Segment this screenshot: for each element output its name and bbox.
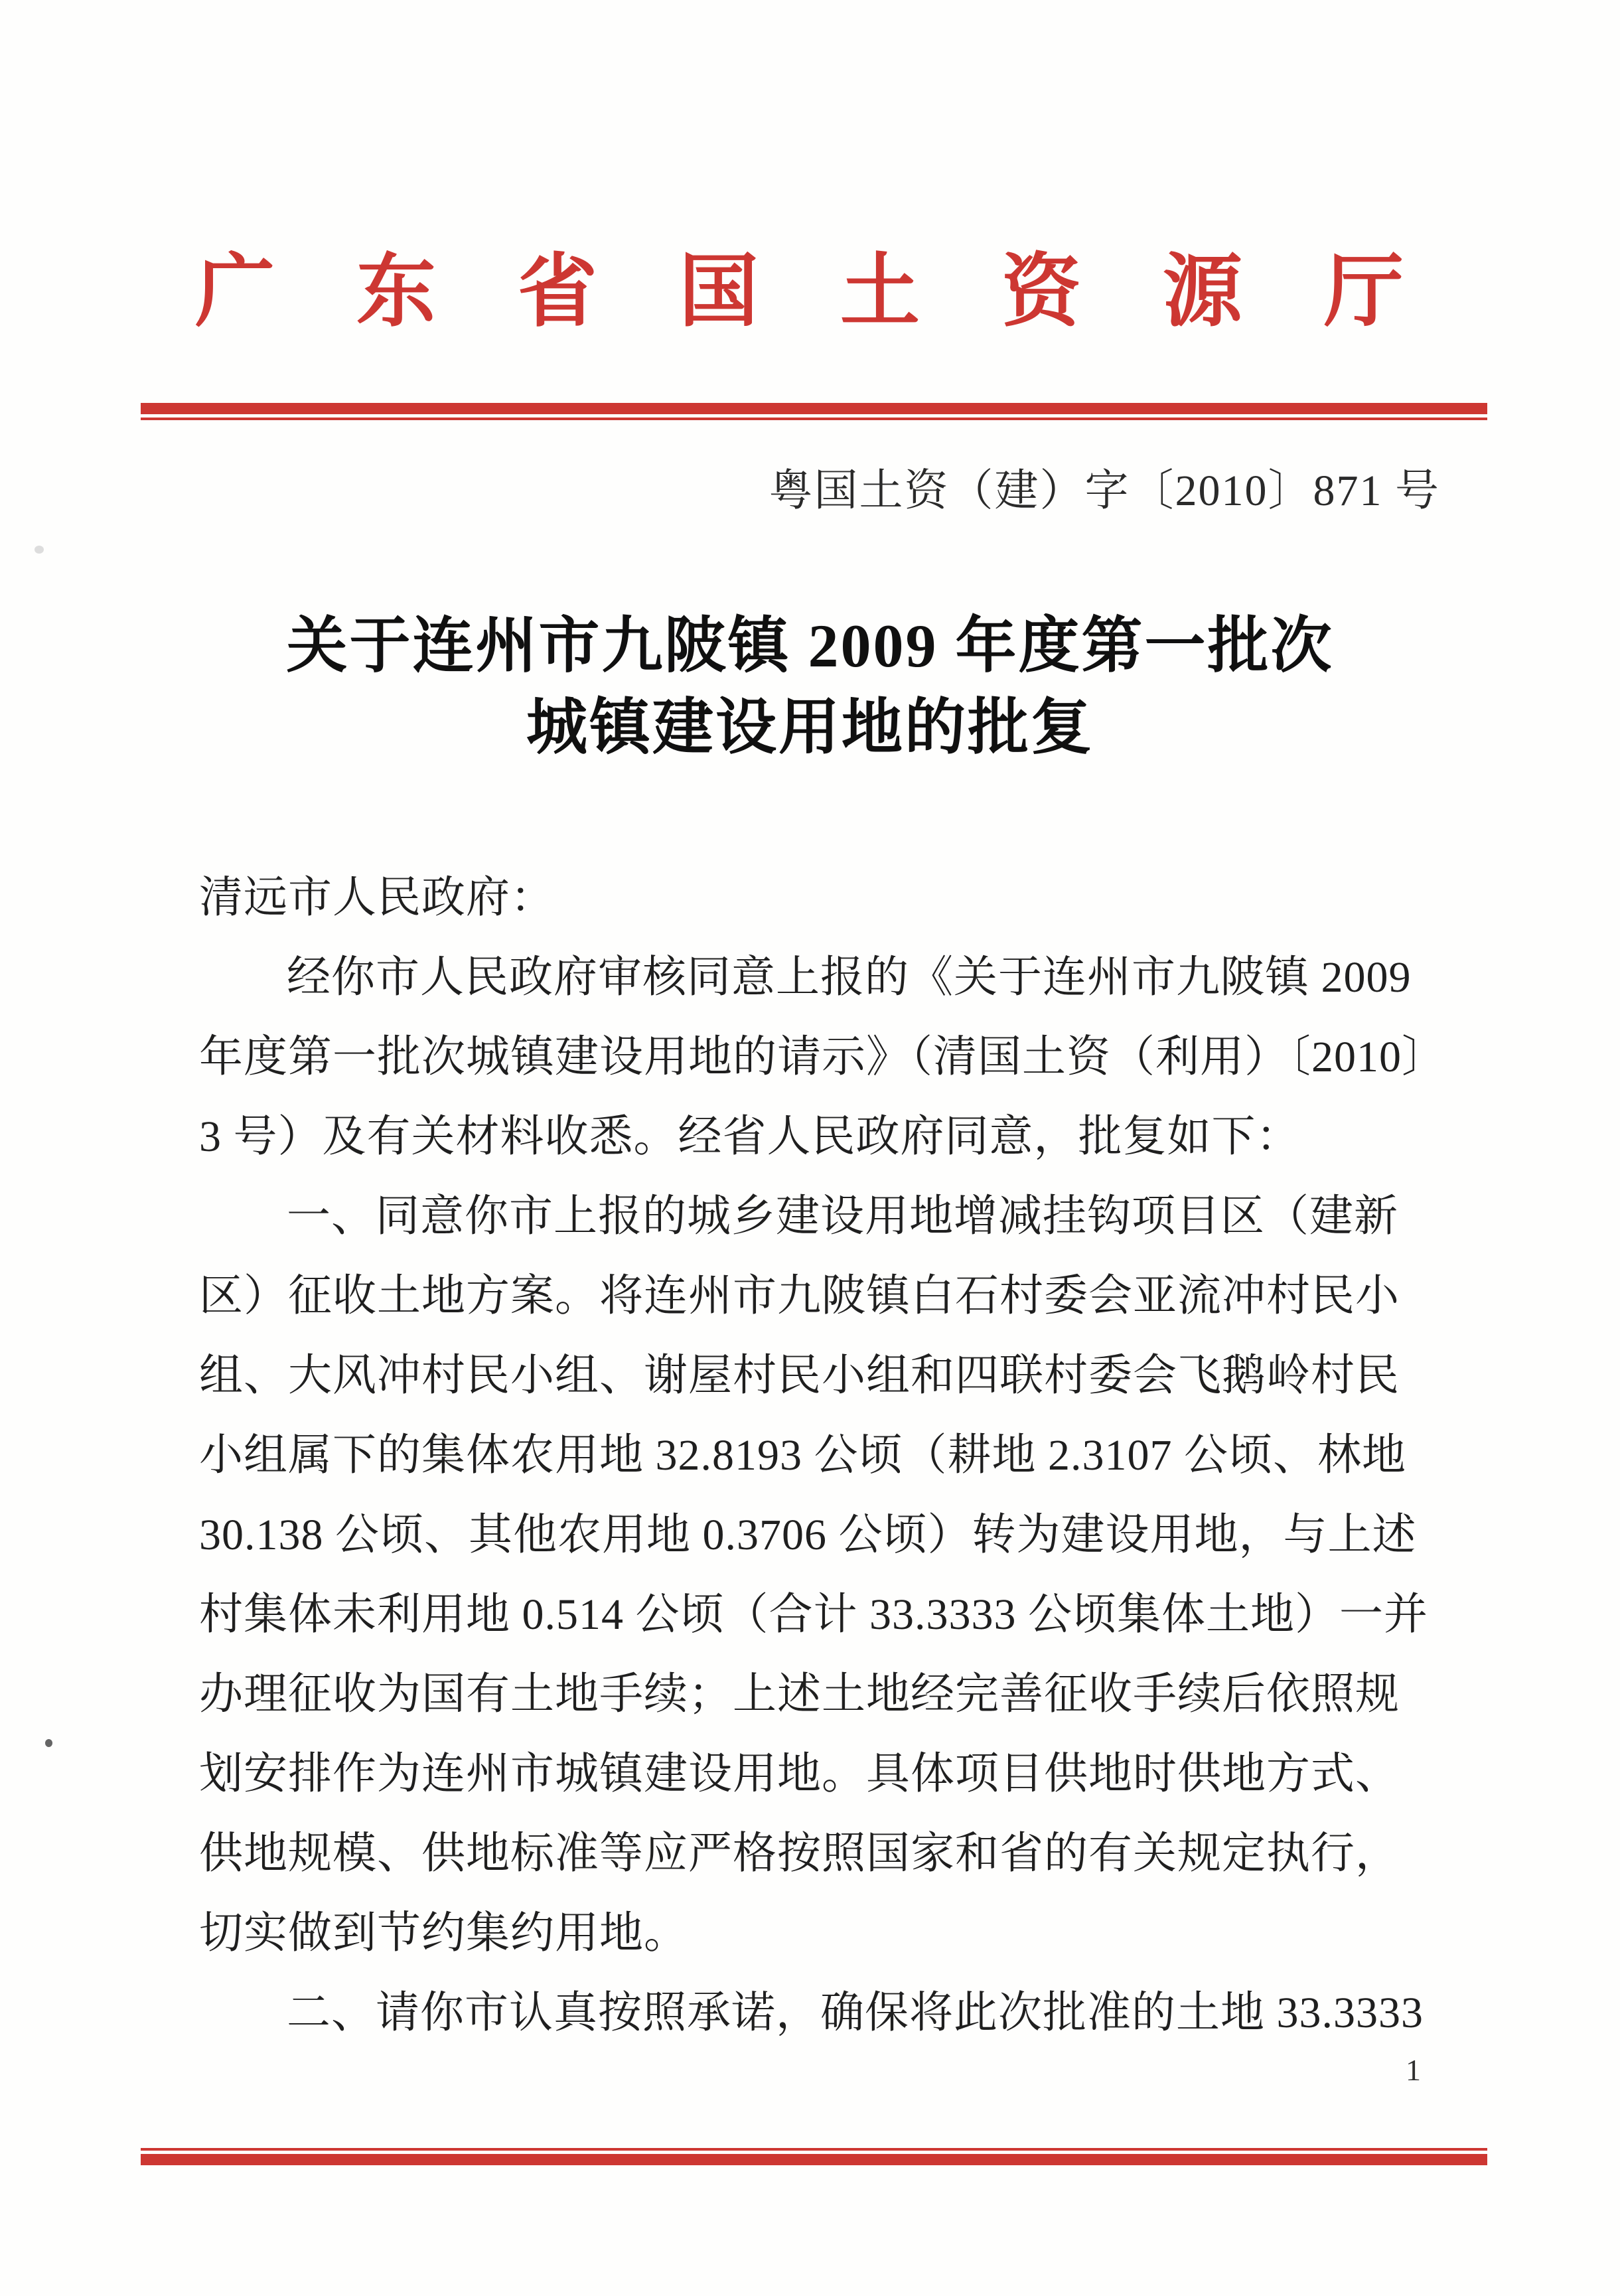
rule-thick-bar	[141, 2154, 1487, 2165]
document-body	[199, 858, 1487, 2053]
letterhead-agency-name: 广东省国土资源厅	[195, 248, 1485, 336]
salutation: 清远市人民政府：	[199, 874, 555, 922]
paragraph-2-line: 30.138 公顷、其他农用地 0.3706 公顷）转为建设用地，与上述	[199, 1511, 1417, 1559]
scan-speck	[45, 1739, 52, 1747]
paragraph-2-line: 划安排作为连州市城镇建设用地。具体项目供地时供地方式、	[199, 1750, 1400, 1798]
paragraph-2-line: 一、同意你市上报的城乡建设用地增减挂钩项目区（建新	[287, 1192, 1398, 1241]
letterhead-divider-rule	[141, 403, 1487, 420]
document-title-line-1: 关于连州市九陂镇 2009 年度第一批次	[286, 612, 1334, 680]
paragraph-1-line: 经你市人民政府审核同意上报的《关于连州市九陂镇 2009	[287, 953, 1412, 1002]
paragraph-2-line: 村集体未利用地 0.514 公顷（合计 33.3333 公顷集体土地）一并	[199, 1590, 1428, 1639]
paragraph-2-line: 供地规模、供地标准等应严格按照国家和省的有关规定执行，	[199, 1829, 1400, 1878]
rule-thin-bar	[141, 418, 1487, 420]
paragraph-2-line: 组、大风冲村民小组、谢屋村民小组和四联村委会飞鹅岭村民	[199, 1351, 1400, 1400]
paragraph-1-line: 3 号）及有关材料收悉。经省人民政府同意，批复如下：	[199, 1112, 1301, 1161]
document-title-line-2: 城镇建设用地的批复	[526, 694, 1094, 761]
paragraph-1-line: 年度第一批次城镇建设用地的请示》（清国土资（利用）〔2010〕	[199, 1033, 1446, 1081]
rule-thick-bar	[141, 403, 1487, 414]
document-title	[0, 605, 1620, 769]
paragraph-3-line: 二、请你市认真按照承诺，确保将此次批准的土地 33.3333	[287, 1989, 1424, 2037]
document-reference-number: 粤国土资（建）字〔2010〕871 号	[769, 467, 1440, 515]
scan-speck	[35, 546, 44, 554]
footer-divider-rule	[141, 2148, 1487, 2165]
paragraph-2-line: 切实做到节约集约用地。	[199, 1909, 688, 1957]
paragraph-2-line: 区）征收土地方案。将连州市九陂镇白石村委会亚流冲村民小	[199, 1272, 1400, 1320]
paragraph-2-line: 小组属下的集体农用地 32.8193 公顷（耕地 2.3107 公顷、林地	[199, 1431, 1406, 1480]
paragraph-2-line: 办理征收为国有土地手续；上述土地经完善征收手续后依照规	[199, 1670, 1400, 1719]
page-number: 1	[1406, 2053, 1421, 2087]
